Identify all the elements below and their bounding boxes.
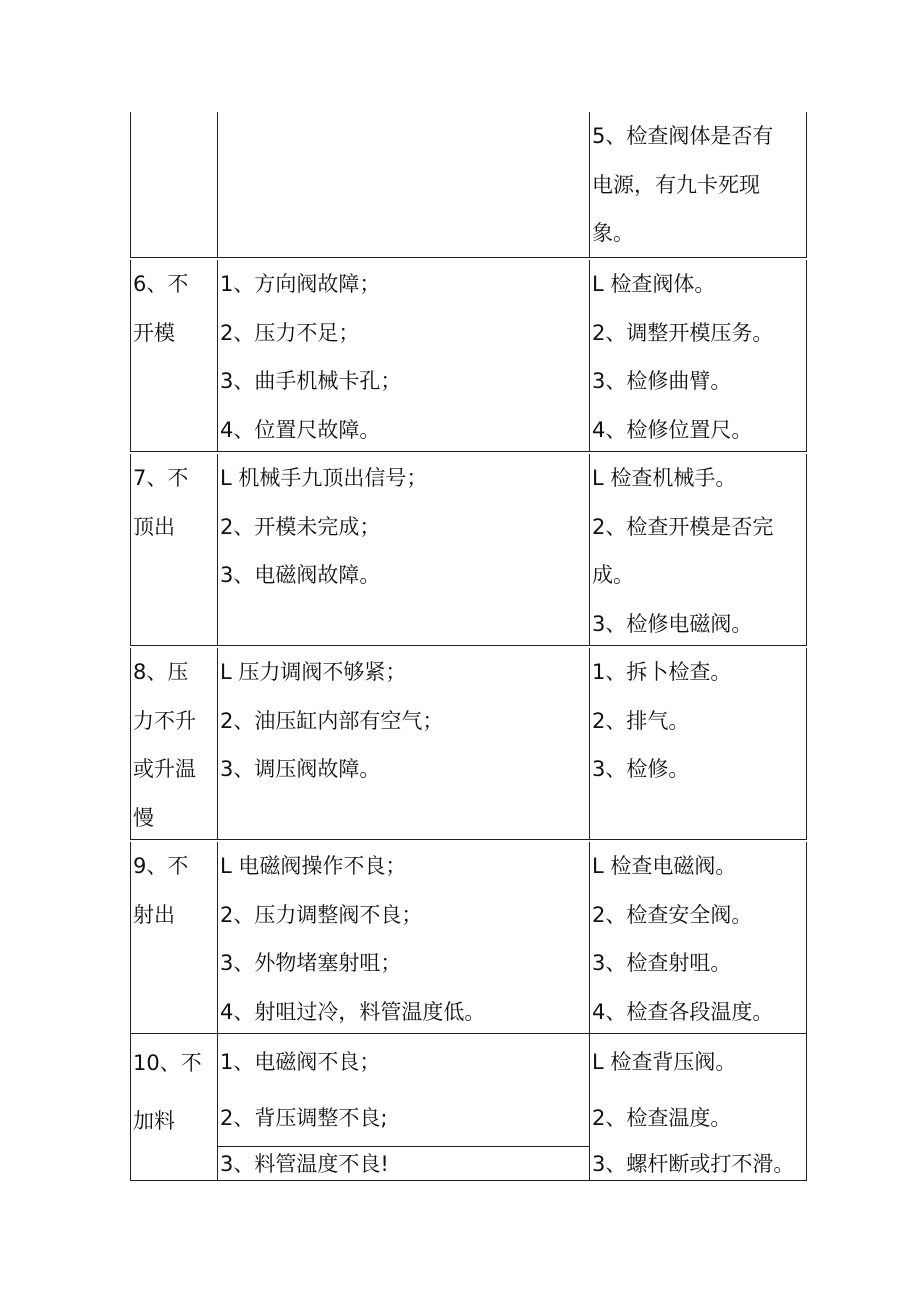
cause-cell (217, 842, 589, 1033)
fault-cell (130, 842, 217, 1033)
cause-line: 3、调压阀故障。 (220, 757, 381, 782)
cause-cell (217, 260, 589, 451)
remedy-line: 2、检查安全阀。 (592, 902, 753, 927)
cause-line: 1、电磁阀不良； (220, 1050, 381, 1074)
remedy-line: 象。 (592, 221, 634, 246)
fault-cell (130, 112, 217, 257)
fault-line: 6、不 (133, 272, 189, 296)
table-row (130, 840, 807, 1034)
remedy-line: L 检查电磁阀。 (592, 854, 737, 878)
cause-line: L 机械手九顶出信号； (220, 466, 428, 490)
remedy-line: 3、螺杆断或打不滑。 (592, 1152, 795, 1176)
fault-cell (130, 260, 217, 451)
cause-cell (217, 454, 589, 645)
cause-line: 2、压力不足； (220, 320, 360, 345)
remedy-cell (589, 112, 807, 257)
remedy-line: 2、检查温度。 (592, 1106, 732, 1130)
cause-line: 3、曲手机械卡孔； (220, 369, 402, 394)
cause-line: 2、背压调整不良; (220, 1106, 388, 1130)
table-row (130, 258, 807, 452)
remedy-cell (589, 648, 807, 839)
remedy-cell (589, 842, 807, 1033)
fault-line: 8、压 (133, 660, 189, 684)
remedy-line: 2、排气。 (592, 708, 690, 733)
fault-line: 顶出 (133, 514, 175, 539)
remedy-line: 4、检查各段温度。 (592, 999, 774, 1024)
cause-cell (217, 1034, 589, 1180)
table-row (130, 109, 807, 258)
fault-line: 或升温 (133, 757, 196, 782)
remedy-line: 3、检修曲臂。 (592, 369, 732, 394)
cause-cell (217, 112, 589, 257)
fault-cell (130, 1034, 217, 1180)
cause-line: 2、开模未完成； (220, 514, 381, 539)
fault-line: 7、不 (133, 466, 189, 490)
fault-cell (130, 454, 217, 645)
fault-line: 力不升 (133, 708, 196, 733)
fault-line: 开模 (133, 320, 175, 345)
remedy-line: 2、调整开模压务。 (592, 320, 774, 345)
cause-line: 4、位置尺故障。 (220, 417, 381, 442)
table-row (130, 452, 807, 646)
cause-line: 3、料管温度不良! (218, 1146, 589, 1181)
cause-line: 1、方向阀故障； (220, 272, 381, 296)
fault-line: 加料 (133, 1109, 175, 1133)
remedy-line: 4、检修位置尺。 (592, 417, 753, 442)
remedy-cell (589, 1034, 807, 1180)
remedy-line: 电源，有九卡死现 (592, 172, 760, 197)
remedy-line: L 检查阀体。 (592, 272, 716, 296)
remedy-cell (589, 260, 807, 451)
cause-line: 2、压力调整阀不良； (220, 902, 423, 927)
remedy-line: 2、检查开模是否完 (592, 514, 774, 539)
remedy-line: 1、拆卜检查。 (592, 660, 732, 684)
remedy-cell (589, 454, 807, 645)
table-row (130, 646, 807, 840)
remedy-line: 3、检修。 (592, 757, 690, 782)
cause-line: 3、电磁阀故障。 (220, 563, 381, 588)
remedy-line: 成。 (592, 563, 634, 588)
remedy-line: L 检查背压阀。 (592, 1050, 737, 1074)
remedy-line: 5、检查阀体是否有 (592, 124, 774, 148)
fault-line: 9、不 (133, 854, 189, 878)
cause-cell (217, 648, 589, 839)
fault-line: 10、不 (133, 1051, 202, 1075)
cause-line: L 压力调阀不够紧； (220, 660, 407, 684)
cause-line: L 电磁阀操作不良； (220, 854, 407, 878)
cause-line: 3、外物堵塞射咀； (220, 951, 402, 976)
cause-line: 4、射咀过冷，料管温度低。 (220, 999, 486, 1024)
remedy-line: L 检查机械手。 (592, 466, 737, 490)
cause-line: 2、油压缸内部有空气； (220, 708, 444, 733)
fault-cell (130, 648, 217, 839)
fault-line: 慢 (133, 805, 154, 830)
remedy-line: 3、检查射咀。 (592, 951, 732, 976)
fault-line: 射出 (133, 902, 175, 927)
troubleshooting-table (130, 109, 807, 1181)
table-row (130, 1034, 807, 1181)
remedy-line: 3、检修电磁阀。 (592, 611, 753, 636)
